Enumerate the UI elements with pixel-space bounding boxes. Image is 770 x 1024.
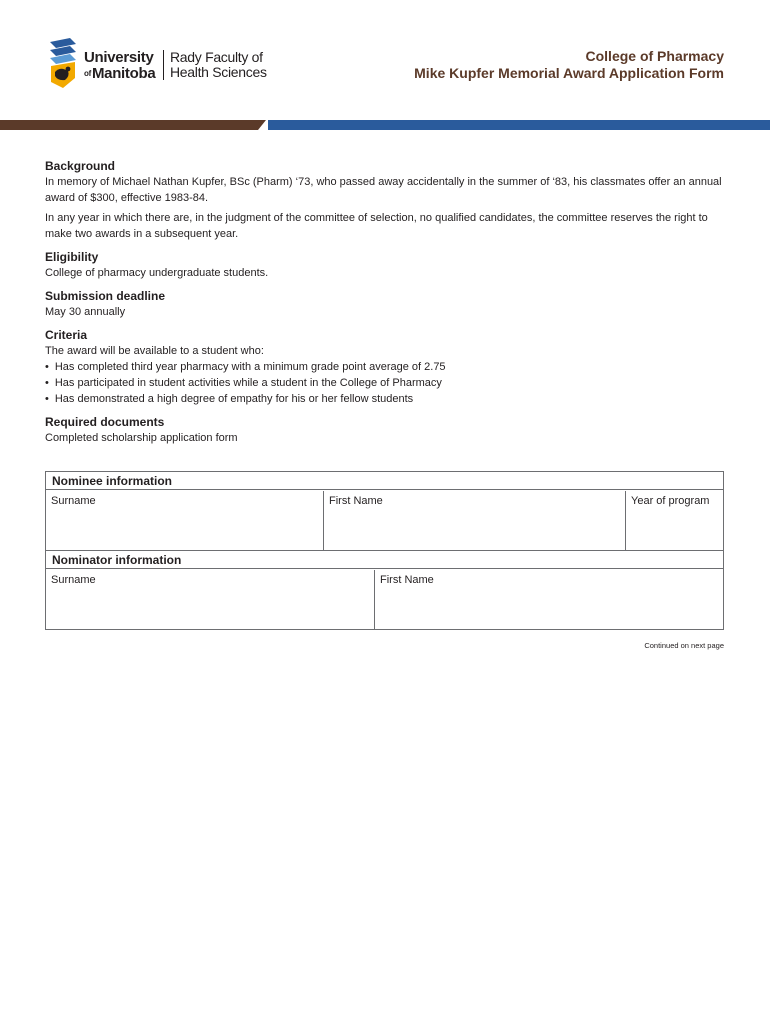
deadline-heading: Submission deadline	[45, 289, 166, 303]
title-line2: Mike Kupfer Memorial Award Application Form	[414, 65, 724, 81]
form-title	[414, 48, 724, 82]
criteria-heading: Criteria	[45, 328, 88, 342]
eligibility-heading: Eligibility	[45, 250, 99, 264]
application-form-table	[45, 471, 724, 630]
logo-faculty-line2: Health Sciences	[170, 64, 267, 80]
eligibility-section	[45, 249, 725, 281]
criteria-item: • Has completed third year pharmacy with a minimum grade point average of 2.75	[45, 359, 725, 375]
nominator-first-name-field[interactable]	[375, 570, 723, 629]
university-shield-icon	[48, 38, 78, 90]
nominee-heading: Nominee information	[46, 472, 723, 490]
required-text: Completed scholarship application form	[45, 432, 238, 444]
criteria-item: • Has participated in student activities while a student in the College of Pharmacy	[45, 375, 725, 391]
logo-university-name: Manitoba	[91, 65, 156, 82]
header-bar-brown	[0, 120, 266, 130]
nominee-surname-label: Surname	[51, 495, 96, 507]
background-section	[45, 158, 725, 242]
deadline-section	[45, 288, 725, 320]
nominator-surname-field[interactable]	[46, 570, 374, 629]
criteria-section	[45, 327, 725, 407]
header-bar-blue	[268, 120, 770, 130]
nominee-year-field[interactable]	[626, 491, 723, 550]
logo-university-of: of	[84, 69, 91, 79]
background-paragraph-2: In any year in which there are, in the judgment of the committee of selection, no qualified candidates, the committee reserves the right to make two awards in a subsequent year.	[45, 212, 708, 240]
required-heading: Required documents	[45, 415, 165, 429]
nominee-first-name-field[interactable]	[324, 491, 625, 550]
nominator-surname-label: Surname	[51, 574, 96, 586]
nominator-first-name-label: First Name	[380, 574, 434, 586]
nominee-surname-field[interactable]	[46, 491, 323, 550]
background-heading: Background	[45, 159, 116, 173]
eligibility-text: College of pharmacy undergraduate students.	[45, 267, 269, 279]
document-body	[45, 158, 725, 453]
logo-divider	[163, 50, 164, 80]
criteria-intro: The award will be available to a student who:	[45, 345, 264, 357]
background-paragraph-1: In memory of Michael Nathan Kupfer, BSc (Pharm) ‘73, who passed away accidentally in the summer of ‘83, his classmates offer an annual award of $300, effective 1983-84.	[45, 176, 722, 204]
page-header	[0, 0, 770, 120]
required-section	[45, 414, 725, 446]
logo-university-line1: University	[84, 49, 154, 66]
university-logo	[48, 38, 278, 90]
criteria-item: • Has demonstrated a high degree of empathy for his or her fellow students	[45, 391, 725, 407]
logo-faculty-line1: Rady Faculty of	[170, 49, 263, 65]
criteria-list	[45, 359, 725, 407]
nominee-year-label: Year of program	[631, 495, 710, 507]
continued-note: Continued on next page	[644, 641, 724, 650]
nominee-first-name-label: First Name	[329, 495, 383, 507]
faculty-wordmark	[170, 50, 267, 80]
title-line1: College of Pharmacy	[585, 48, 724, 64]
deadline-text: May 30 annually	[45, 306, 126, 318]
university-wordmark	[84, 50, 155, 81]
nominator-heading: Nominator information	[46, 551, 723, 569]
logo-university-line2	[84, 66, 155, 81]
